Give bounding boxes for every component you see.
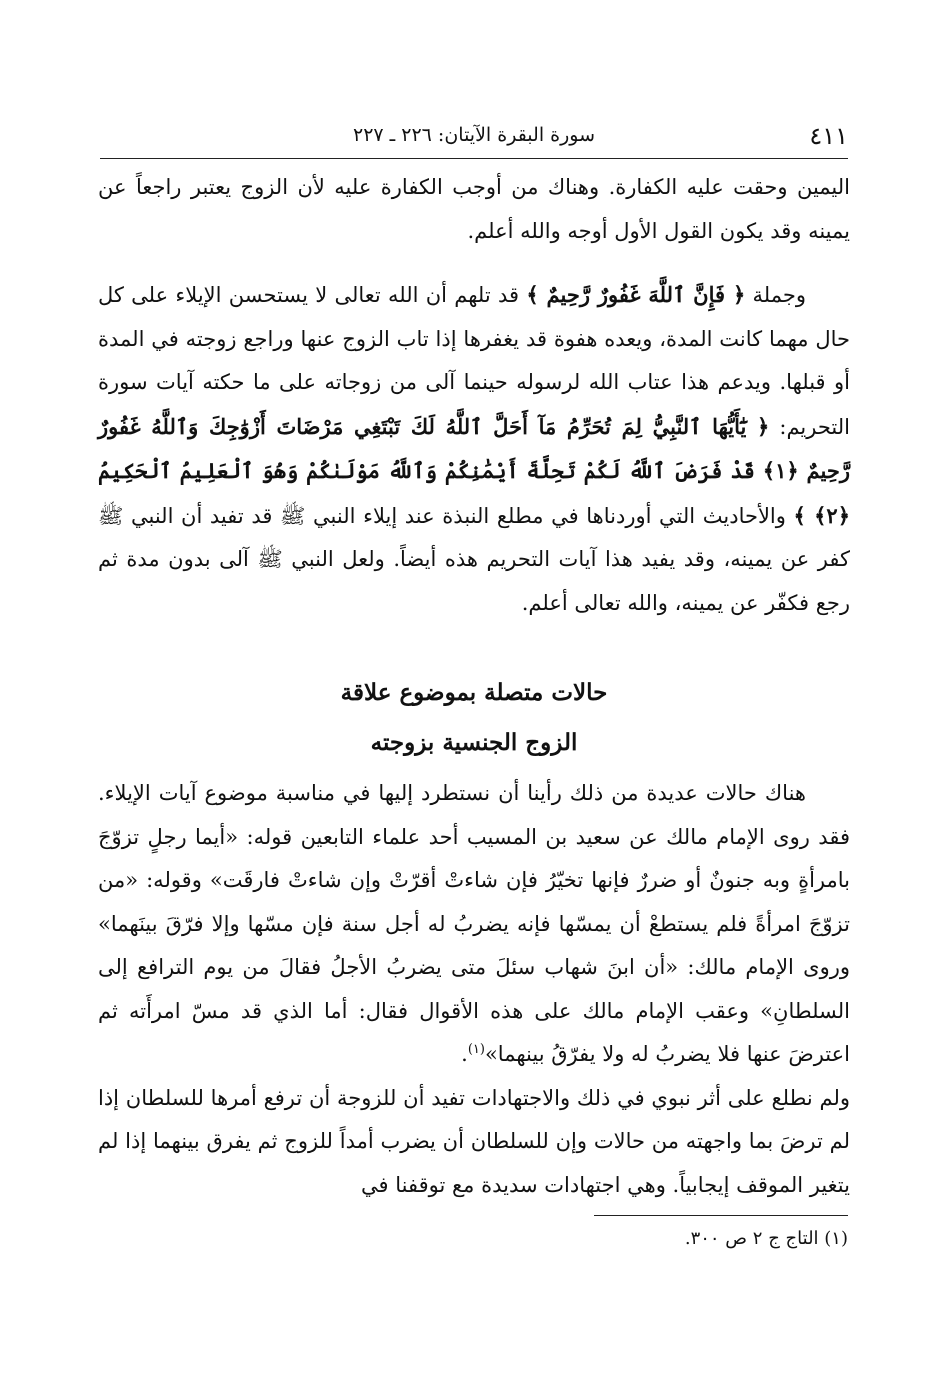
paragraph-3-end: . — [461, 1042, 468, 1066]
quran-verse-2: ﴿ يَٰٓأَيُّهَا ٱلنَّبِيُّ لِمَ تُحَرِّمُ مَآ أَحَلَّ ٱللَّهُ لَكَ تَبْتَغِي مَرْضَاتَ أَزْوَٰجِكَ وَٱللَّهُ غَفُورٌ رَّحِيمٌ ﴿١﴾ قَدْ فَرَضَ ٱللَّهُ لَكُمْ تَحِلَّةَ أَيْمَٰنِكُمْ وَٱللَّهُ مَوْلَىٰكُمْ وَهُوَ ٱلْعَلِيمُ ٱلْحَكِيمُ ﴿٢﴾ ﴾ — [98, 413, 850, 528]
quran-verse-1: ﴿ فَإِنَّ ٱللَّهَ غَفُورٌ رَّحِيمٌ ﴾ — [526, 282, 746, 307]
footnote-marker[interactable]: (١) — [467, 1042, 485, 1057]
section-heading — [98, 668, 850, 768]
paragraph-2-before: وجملة — [745, 283, 807, 307]
body-text-bottom — [98, 772, 850, 1207]
paragraph-1: اليمين وحقت عليه الكفارة. وهناك من أوجب الكفارة عليه لأن الزوج يعتبر راجعاً عن يمينه وقد يكون القول الأول أوجه والله أعلم. — [98, 175, 850, 243]
paragraph-2-after: قد تلهم أن الله تعالى لا يستحسن الإيلاء على كل حال مهما كانت المدة، ويعده هفوة قد يغفرها إذا تاب الزوج عنها وراجع زوجته في المدة أو قبلها. ويدعم هذا عتاب الله لرسوله حينما آلى من زوجاته على ما حكته آيات سورة التحريم: — [98, 283, 850, 439]
page-header — [100, 118, 848, 159]
paragraph-4: ولم نطلع على أثر نبوي في ذلك والاجتهادات تفيد أن للزوجة أن ترفع أمرها للسلطان إذا لم ترضَ بما واجهته من حالات وإن للسلطان أن يضرب أمداً للزوج ثم يفرق بينهما إذا لم يتغير الموقف إيجابياً. وهي اجتهادات سديدة مع توقفنا في — [98, 1085, 850, 1197]
footnote: (١) التاج ج ٢ ص ٣٠٠. — [684, 1228, 848, 1249]
page-number: ٤١١ — [809, 122, 848, 150]
section-heading-line-1: حالات متصلة بموضوع علاقة — [340, 679, 608, 706]
section-heading-line-2: الزوج الجنسية بزوجته — [370, 729, 578, 756]
body-text-top — [98, 166, 850, 625]
paragraph-2-after-2: والأحاديث التي أوردناها في مطلع النبذة عند إيلاء النبي ﷺ قد تفيد أن النبي ﷺ كفر عن يمينه، وقد يفيد هذا آيات التحريم هذه أيضاً. ولعل النبي ﷺ آلى بدون مدة ثم رجع فكفّر عن يمينه، والله تعالى أعلم. — [98, 503, 850, 615]
paragraph-3-text: هناك حالات عديدة من ذلك رأينا أن نستطرد إليها في مناسبة موضوع آيات الإيلاء. فقد روى الإمام مالك عن سعيد بن المسيب أحد علماء التابعين قوله: «أيما رجلٍ تزوّجَ بامرأةٍ وبه جنونٌ أو ضررٌ فإنها تخيّرُ فإن شاءتْ أقرّتْ وإن شاءتْ فارقَت» وقوله: «من تزوّجَ امرأةً فلم يستطعْ أن يمسّها فإنه يضربُ له أجل سنة فإن مسّها وإلا فرّقَ بينَهما» وروى الإمام مالك: «أن ابنَ شهاب سئلَ متى يضربُ الأجلُ فقالَ من يوم الترافع إلى السلطانِ» وعقب الإمام مالك على هذه الأقوال فقال: أما الذي قد مسّ امرأَته ثم اعترضَ عنها فلا يضربُ له ولا يفرّقُ بينهما» — [98, 781, 850, 1066]
paragraph-2 — [98, 273, 850, 625]
footnote-divider — [594, 1215, 848, 1216]
paragraph-3 — [98, 772, 850, 1077]
running-title: سورة البقرة الآيتان: ٢٢٦ ـ ٢٢٧ — [352, 124, 596, 146]
